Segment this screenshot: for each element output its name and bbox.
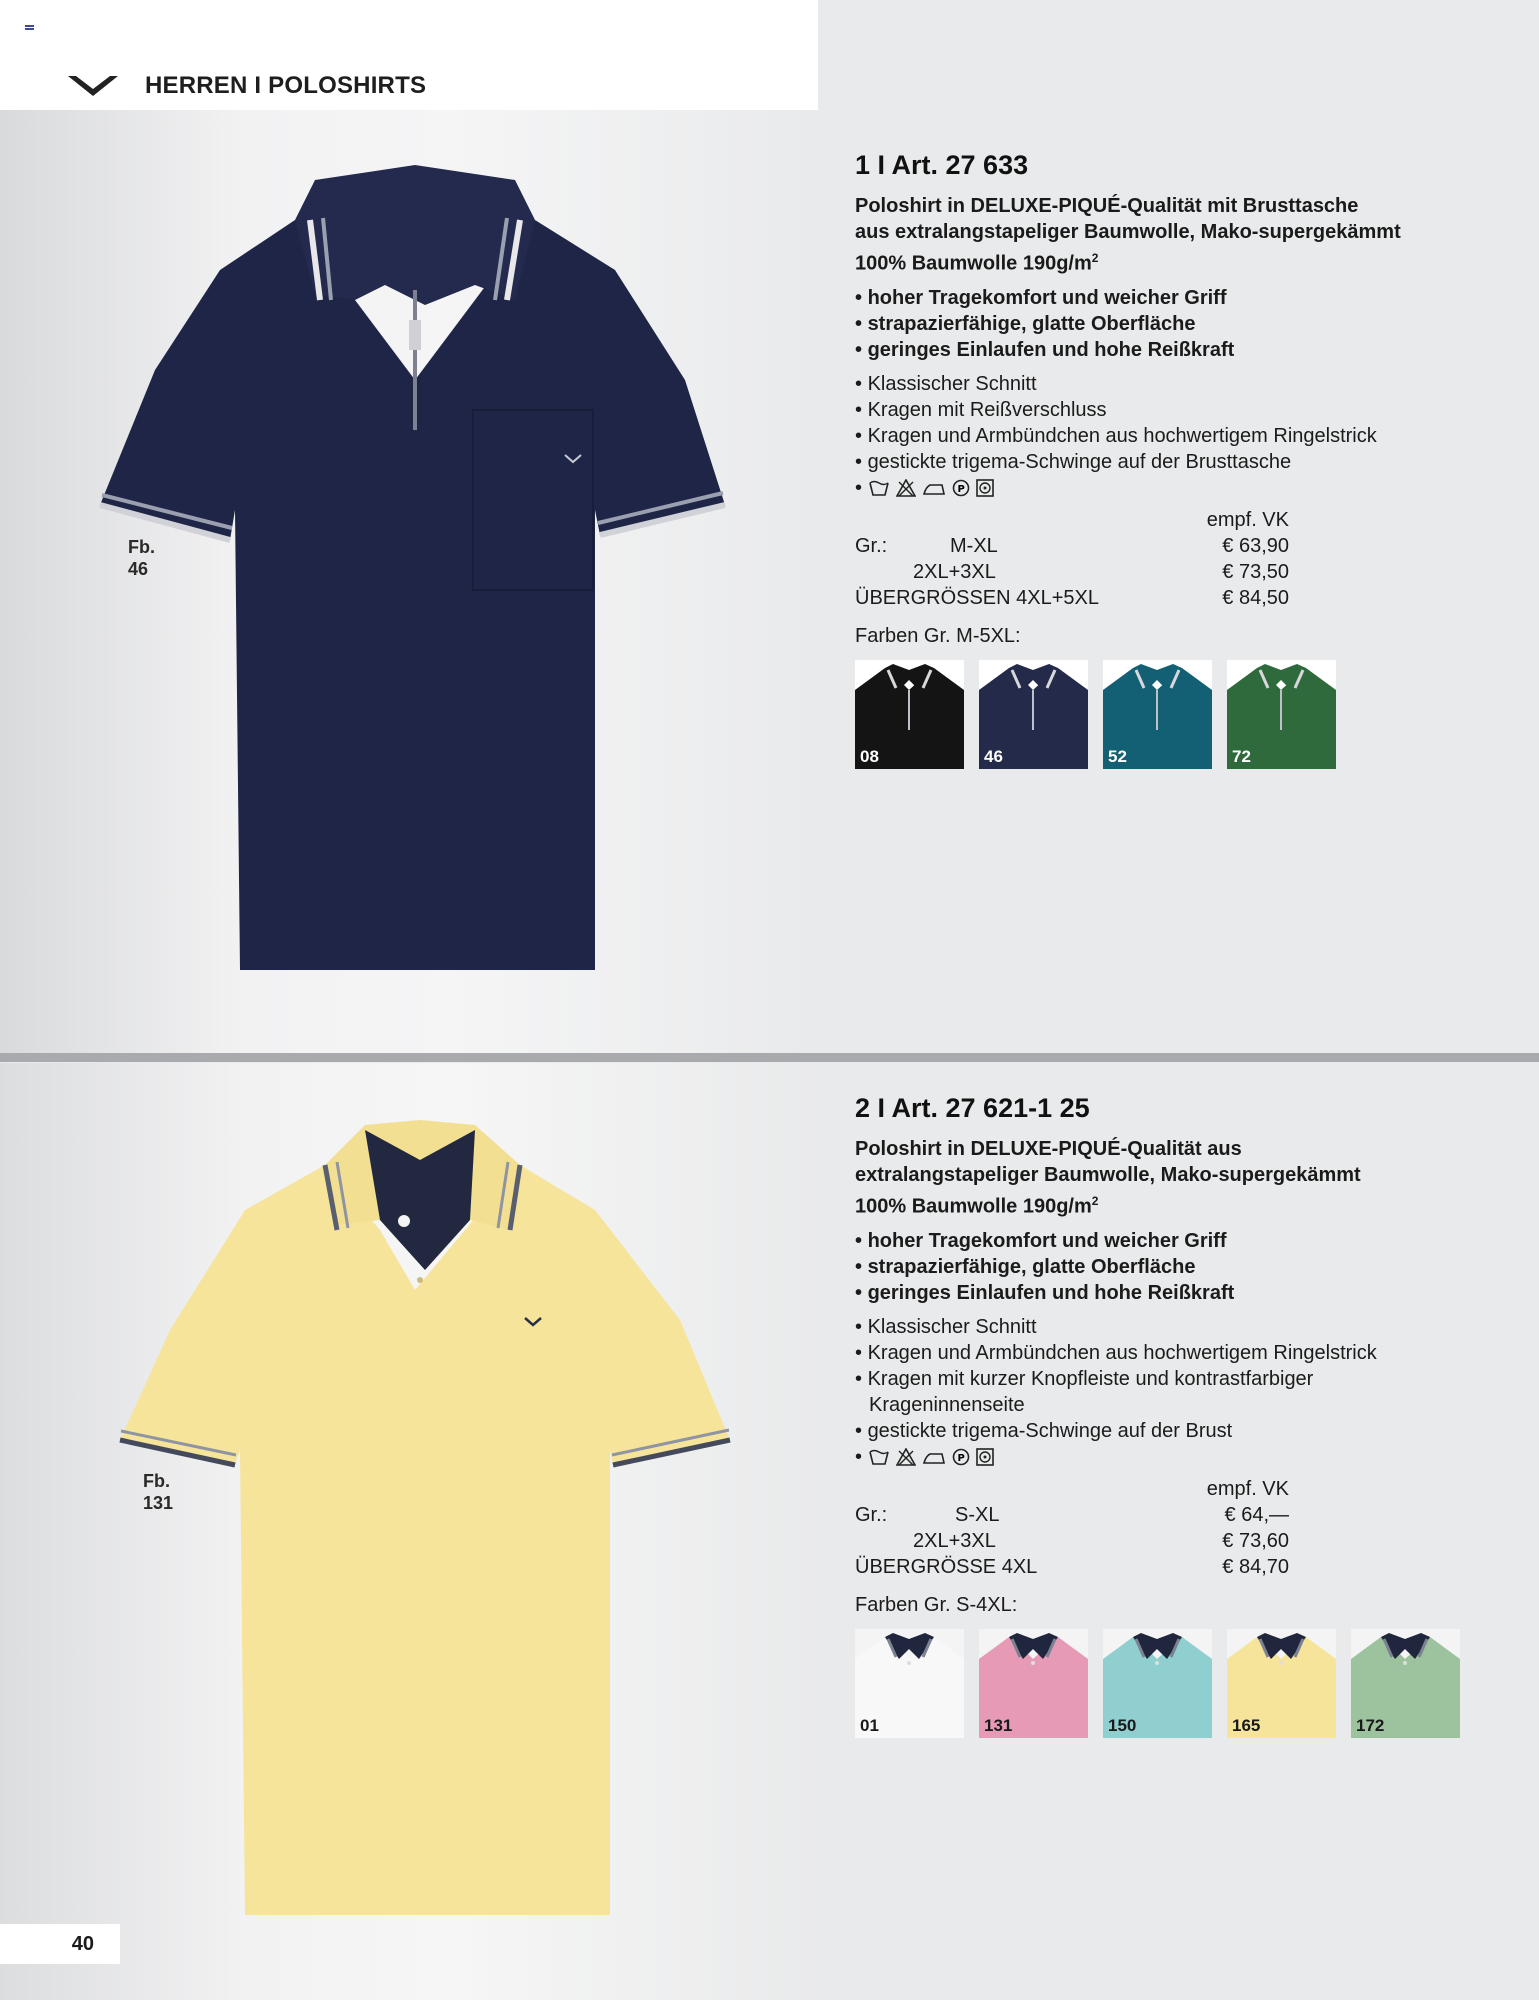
tumble-dry-icon <box>976 479 994 497</box>
swatch-code: 72 <box>1232 746 1251 766</box>
product-1-title: 1 I Art. 27 633 <box>855 150 1029 180</box>
iron-icon <box>922 479 946 497</box>
color-swatch[interactable] <box>1227 660 1336 769</box>
iron-icon <box>922 1448 946 1466</box>
section-title: HERREN I POLOSHIRTS <box>145 72 427 99</box>
dryclean-p-icon <box>952 1448 970 1466</box>
svg-text:P: P <box>957 483 965 495</box>
product-2-features <box>855 1314 1515 1444</box>
price-table-1 <box>855 507 1295 611</box>
swatch-code: 165 <box>1232 1715 1261 1735</box>
price-header: empf. VK <box>1206 1477 1289 1500</box>
table-row: 2XL+3XL € 73,50 <box>913 560 1289 583</box>
list-item: • geringes Einlaufen und hohe Reißkraft <box>855 337 1515 363</box>
color-swatch[interactable] <box>979 1629 1088 1738</box>
price-table-2 <box>855 1476 1295 1580</box>
table-row: Gr.: M-XL € 63,90 <box>855 534 1289 557</box>
page-number: 40 <box>0 1924 120 1964</box>
list-item: • Kragen mit kurzer Knopfleiste und kontrastfarbiger Krageninnenseite <box>855 1366 1515 1418</box>
color-swatch[interactable] <box>979 660 1088 769</box>
color-swatch[interactable] <box>855 660 964 769</box>
list-item: • Kragen mit Reißverschluss <box>855 397 1515 423</box>
tumble-dry-icon <box>976 1448 994 1466</box>
swatch-code: 46 <box>984 746 1003 766</box>
list-item: • Kragen und Armbündchen aus hochwertigem Ringelstrick <box>855 423 1515 449</box>
no-bleach-icon <box>896 1448 916 1466</box>
swatch-code: 131 <box>984 1715 1013 1735</box>
list-item: • gestickte trigema-Schwinge auf der Brust <box>855 1418 1515 1444</box>
colors-label: Farben Gr. M-5XL: <box>855 624 1021 647</box>
svg-text:P: P <box>957 1452 965 1464</box>
swatch-code: 08 <box>860 746 879 766</box>
list-item: • Klassischer Schnitt <box>855 1314 1515 1340</box>
price-header: empf. VK <box>1206 508 1289 531</box>
care-symbols: • P <box>855 475 1515 501</box>
color-swatches-1 <box>855 660 1515 769</box>
yellow-polo-shirt-image <box>115 1120 735 1920</box>
color-swatch[interactable] <box>1103 1629 1212 1738</box>
product-1-bold-features <box>855 285 1515 363</box>
product-2-info <box>855 1093 1515 1738</box>
flag-icon <box>25 25 34 33</box>
list-item: • hoher Tragekomfort und weicher Griff <box>855 1228 1515 1254</box>
list-item: • strapazierfähige, glatte Oberfläche <box>855 311 1515 337</box>
swatch-code: 01 <box>860 1715 879 1735</box>
swatch-code: 150 <box>1108 1715 1137 1735</box>
photo-color-label-1: Fb. 46 <box>128 537 155 579</box>
navy-polo-shirt-image <box>95 160 735 980</box>
section-divider <box>0 1053 1539 1062</box>
colors-label: Farben Gr. S-4XL: <box>855 1593 1018 1616</box>
trigema-swing-logo <box>66 70 120 100</box>
table-row: ÜBERGRÖSSE 4XL € 84,70 <box>855 1555 1289 1578</box>
table-row: Gr.: S-XL € 64,— <box>855 1503 1289 1526</box>
swatch-code: 52 <box>1108 746 1127 766</box>
product-1-features <box>855 371 1515 475</box>
color-swatch[interactable] <box>855 1629 964 1738</box>
swatch-code: 172 <box>1356 1715 1385 1735</box>
no-bleach-icon <box>896 479 916 497</box>
list-item: • gestickte trigema-Schwinge auf der Brusttasche <box>855 449 1515 475</box>
product-2-bold-features <box>855 1228 1515 1306</box>
color-swatch[interactable] <box>1227 1629 1336 1738</box>
wash-icon <box>868 479 890 497</box>
product-1-description: Poloshirt in DELUXE-PIQUÉ-Qualität mit Brusttasche aus extralangstapeliger Baumwolle, Mako-supergekämmt 100% Baumwolle $190g/m^2$ <box>855 195 1401 275</box>
wash-icon <box>868 1448 890 1466</box>
product-2-description: Poloshirt in DELUXE-PIQUÉ-Qualität aus extralangstapeliger Baumwolle, Mako-supergekämmt 100% Baumwolle $190g/m^2$ <box>855 1138 1361 1218</box>
color-swatch[interactable] <box>1351 1629 1460 1738</box>
table-row: ÜBERGRÖSSEN 4XL+5XL € 84,50 <box>855 586 1289 609</box>
product-1-info <box>855 150 1515 769</box>
color-swatch[interactable] <box>1103 660 1212 769</box>
product-2-title: 2 I Art. 27 621-1 25 <box>855 1093 1090 1123</box>
list-item: • Klassischer Schnitt <box>855 371 1515 397</box>
care-symbols: • P <box>855 1444 1515 1470</box>
photo-color-label-2: Fb. 131 <box>143 1471 174 1513</box>
list-item: • Kragen und Armbündchen aus hochwertigem Ringelstrick <box>855 1340 1515 1366</box>
color-swatches-2 <box>855 1629 1515 1738</box>
table-row: 2XL+3XL € 73,60 <box>913 1529 1289 1552</box>
dryclean-p-icon <box>952 479 970 497</box>
list-item: • strapazierfähige, glatte Oberfläche <box>855 1254 1515 1280</box>
list-item: • hoher Tragekomfort und weicher Griff <box>855 285 1515 311</box>
list-item: • geringes Einlaufen und hohe Reißkraft <box>855 1280 1515 1306</box>
